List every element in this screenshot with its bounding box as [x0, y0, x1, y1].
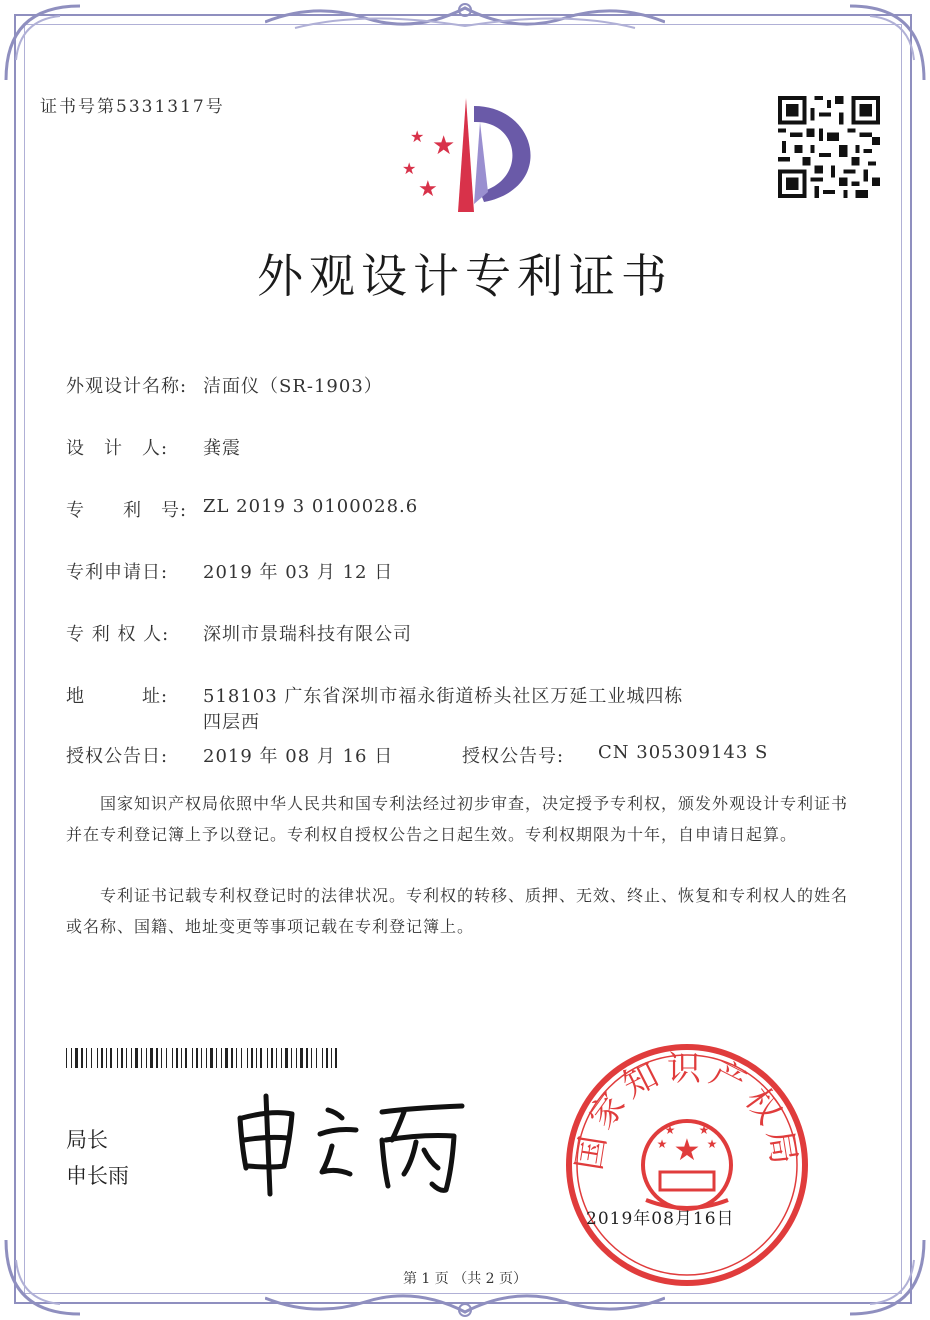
grant-number-value: CN 305309143 S: [598, 742, 769, 763]
director-title: 局长: [66, 1128, 108, 1152]
designer-label: 设 计 人:: [66, 438, 169, 459]
application-date-label: 专利申请日:: [66, 562, 169, 583]
design-name-value: 洁面仪（SR-1903）: [203, 376, 383, 397]
patent-office-logo: [388, 92, 548, 222]
certificate-title: 外观设计专利证书: [257, 249, 673, 303]
barcode-icon: [66, 1048, 341, 1068]
patent-number-value: ZL 2019 3 0100028.6: [203, 496, 419, 517]
patentee-label: 专 利 权 人:: [66, 624, 170, 645]
grant-date-value: 2019 年 08 月 16 日: [203, 746, 394, 767]
patent-number-label: 专 利 号:: [66, 500, 188, 521]
svg-text:★: ★: [402, 159, 417, 178]
svg-text:★: ★: [706, 1137, 718, 1151]
director-name: 申长雨: [66, 1164, 129, 1188]
certificate-number: 证书号第5331317号: [40, 97, 225, 117]
seal-date: 2019年08月16日: [586, 1209, 735, 1229]
svg-text:★: ★: [418, 177, 438, 202]
designer-value: 龚震: [203, 438, 241, 459]
svg-text:国家知识产权局: 国家知识产权局: [569, 1049, 805, 1173]
director-signature: [232, 1088, 472, 1198]
legal-paragraph-1: 国家知识产权局依照中华人民共和国专利法经过初步审查，决定授予专利权，颁发外观设计专利证书并在专利登记簿上予以登记。专利权自授权公告之日起生效。专利权期限为十年，自申请日起算。: [66, 794, 849, 844]
grant-number-label: 授权公告号:: [462, 746, 565, 767]
top-ornament: [265, 0, 665, 38]
address-value: 518103 广东省深圳市福永街道桥头社区万延工业城四栋: [203, 686, 684, 707]
svg-text:★: ★: [410, 127, 425, 146]
official-seal: [562, 1040, 812, 1290]
grant-date-label: 授权公告日:: [66, 746, 169, 767]
svg-text:★: ★: [698, 1123, 710, 1137]
design-name-label: 外观设计名称:: [66, 376, 188, 397]
corner-ornament-tr: [840, 0, 930, 90]
address-label: 地 址:: [66, 686, 169, 707]
address-value-line2: 四层西: [203, 712, 260, 733]
patentee-value: 深圳市景瑞科技有限公司: [203, 624, 412, 645]
svg-text:★: ★: [664, 1123, 676, 1137]
application-date-value: 2019 年 03 月 12 日: [203, 562, 394, 583]
qr-code-icon[interactable]: [778, 96, 880, 198]
corner-ornament-tl: [0, 0, 90, 90]
legal-paragraph-2: 专利证书记载专利权登记时的法律状况。专利权的转移、质押、无效、终止、恢复和专利权人的姓名或名称、国籍、地址变更等事项记载在专利登记簿上。: [66, 886, 849, 936]
svg-text:★: ★: [432, 131, 456, 161]
svg-text:★: ★: [673, 1133, 701, 1168]
page-indicator: 第 1 页 （共 2 页）: [402, 1271, 528, 1287]
svg-text:★: ★: [656, 1137, 668, 1151]
